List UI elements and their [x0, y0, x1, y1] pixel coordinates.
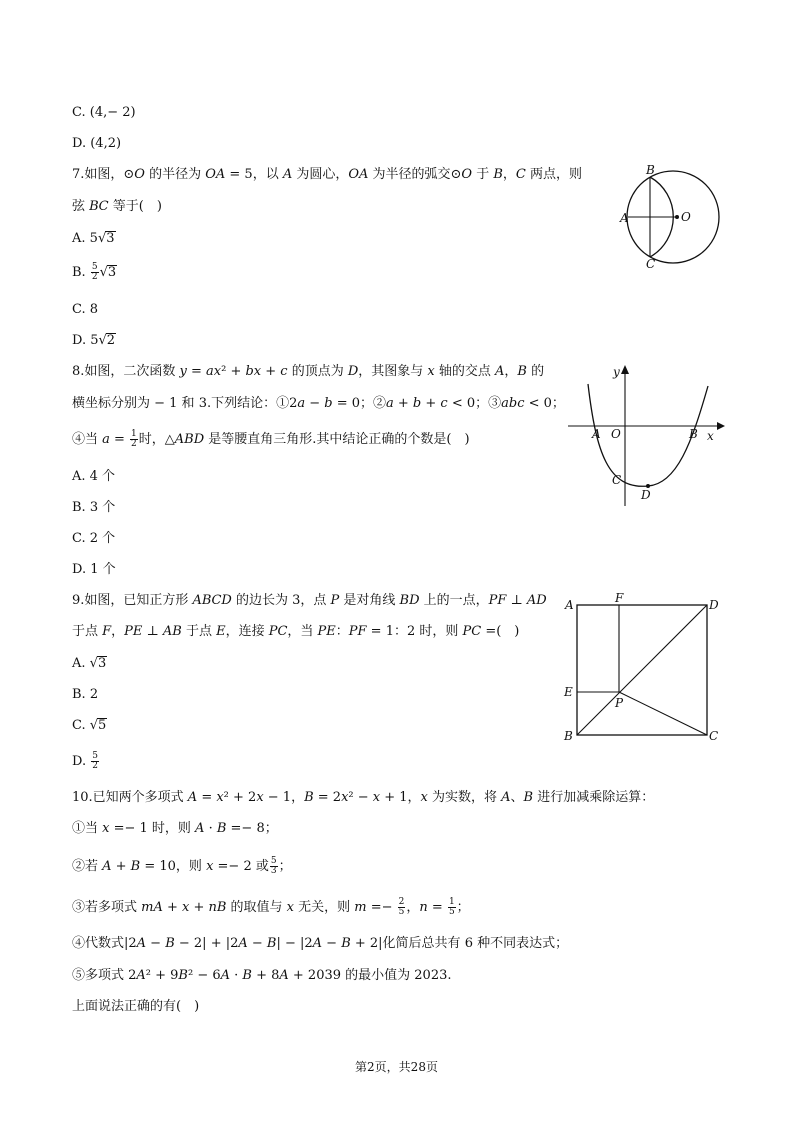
q9-label-p: P: [615, 696, 624, 710]
q10-statement-5: ⑤多项式 2𝐴² + 9𝐵² − 6𝐴 · 𝐵 + 8𝐴 + 2039 的最小值为 2023.: [72, 968, 452, 983]
q7-option-d: D. 5√2: [72, 333, 116, 348]
q8-stem-line2: 横坐标分别为 − 1 和 3.下列结论：①2𝑎 − 𝑏 = 0；②𝑎 + 𝑏 + 𝑐 < 0；③𝑎𝑏𝑐 < 0；: [72, 396, 565, 411]
q9-label-e: E: [564, 685, 573, 699]
q10-statement-3: ③若多项式 𝑚𝐴 + 𝑥 + 𝑛𝐵 的取值与 𝑥 无关，则 𝑚 =− $\frac{2}{5}$ ，𝑛 = $\frac{1}{5}$ ；: [72, 897, 470, 917]
q7-option-a: A. 5√3: [72, 231, 115, 246]
q9-option-d: D. $\frac{5}{2}$: [72, 751, 98, 771]
q10-statement-1: ①当 𝑥 =− 1 时，则 𝐴 · 𝐵 =− 8；: [72, 821, 278, 836]
q9-label-d: D: [709, 598, 719, 612]
q8-label-d: D: [641, 488, 651, 502]
q6-option-c: C. (4,− 2): [72, 105, 136, 120]
q8-option-a: A. 4 个: [72, 469, 116, 484]
q7-label-o: O: [681, 210, 691, 224]
q8-label-a: A: [592, 427, 601, 441]
q7-option-c: C. 8: [72, 302, 99, 317]
q9-label-c: C: [709, 729, 719, 743]
q9-stem-line2: 于点 𝐹，𝑃𝐸 ⊥ 𝐴𝐵 于点 𝐸，连接 𝑃𝐶，当 𝑃𝐸：𝑃𝐹 = 1：2 时，则 𝑃𝐶 =( ): [72, 624, 520, 639]
q7-figure-circles: [615, 162, 725, 272]
q9-option-a: A. √3: [72, 656, 107, 671]
q9-figure-square: [562, 592, 727, 747]
q7-label-a: A: [620, 211, 629, 225]
q6-option-d: D. (4,2): [72, 136, 122, 151]
q7-label-b: B: [646, 163, 655, 177]
q9-label-b: B: [564, 729, 573, 743]
q8-option-c: C. 2 个: [72, 531, 116, 546]
q8-figure-parabola: [562, 362, 727, 510]
q10-final-question: 上面说法正确的有( ): [72, 999, 200, 1014]
q7-label-c: C: [646, 257, 656, 271]
q8-label-o: O: [611, 427, 621, 441]
q9-label-f: F: [615, 592, 624, 605]
q9-option-b: B. 2: [72, 687, 99, 702]
q8-option-b: B. 3 个: [72, 500, 116, 515]
q7-stem-line2: 弦 𝐵𝐶 等于( ): [72, 199, 162, 214]
q10-stem: 10.已知两个多项式 𝐴 = 𝑥² + 2𝑥 − 1，𝐵 = 2𝑥² − 𝑥 + 1，𝑥 为实数，将 𝐴、𝐵 进行加减乘除运算：: [72, 790, 655, 805]
page-footer: 第2页，共28页: [355, 1060, 438, 1074]
q8-label-b: B: [689, 427, 698, 441]
q7-stem-line1: 7.如图，⊙𝑂 的半径为 𝑂𝐴 = 5，以 𝐴 为圆心，𝑂𝐴 为半径的弧交⊙𝑂 于 𝐵，𝐶 两点，则: [72, 167, 582, 182]
q7-option-b: B. $\frac{5}{2}$ √3: [72, 262, 117, 282]
q10-statement-4: ④代数式|2𝐴 − 𝐵 − 2| + |2𝐴 − 𝐵| − |2𝐴 − 𝐵 + 2|化简后总共有 6 种不同表达式；: [72, 936, 569, 951]
q9-option-c: C. √5: [72, 718, 107, 733]
q9-label-a: A: [565, 598, 574, 612]
q8-stem-line3: ④当 𝑎 = $\frac{1}{2}$ 时，△𝐴𝐵𝐷 是等腰直角三角形.其中结论正确的个数是( ): [72, 429, 470, 449]
q8-label-c: C: [612, 473, 622, 487]
q9-stem-line1: 9.如图，已知正方形 𝐴𝐵𝐶𝐷 的边长为 3，点 𝑃 是对角线 𝐵𝐷 上的一点，𝑃𝐹 ⊥ 𝐴𝐷: [72, 593, 547, 608]
q8-label-x: x: [707, 429, 714, 443]
q8-option-d: D. 1 个: [72, 562, 116, 577]
q8-stem-line1: 8.如图，二次函数 𝑦 = 𝑎𝑥² + 𝑏𝑥 + 𝑐 的顶点为 𝐷，其图象与 𝑥 轴的交点 𝐴，𝐵 的: [72, 364, 545, 379]
q8-label-y: y: [613, 365, 620, 379]
q10-statement-2: ②若 𝐴 + 𝐵 = 10，则 𝑥 =− 2 或 $\frac{5}{3}$ ；: [72, 856, 292, 876]
